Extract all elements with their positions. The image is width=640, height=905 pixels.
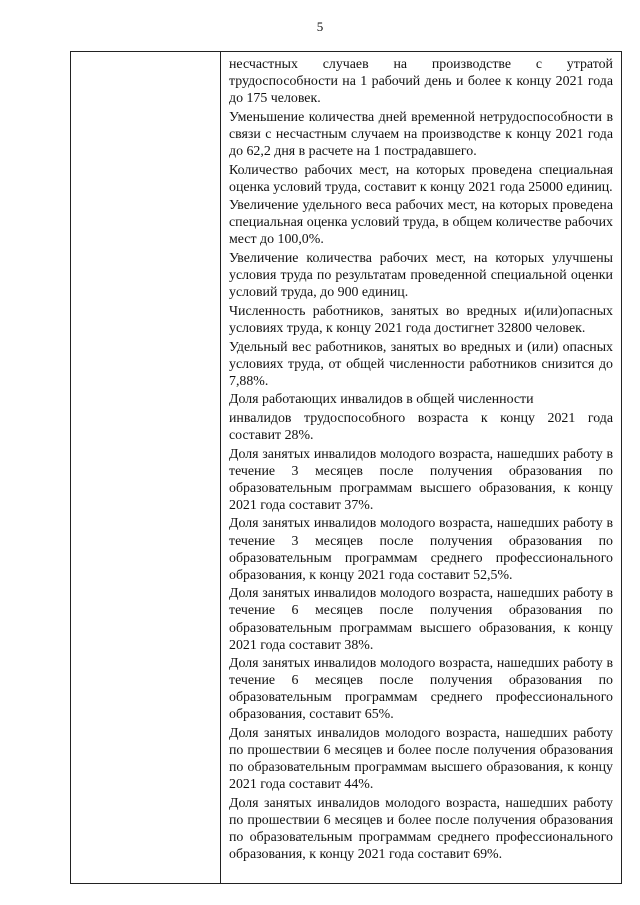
paragraph: Увеличение удельного веса рабочих мест, на которых проведена специальная оценка условий труда, в общем количестве рабочих мест до 100,0%. bbox=[229, 198, 613, 248]
paragraph: Доля работающих инвалидов в общей численности bbox=[229, 392, 534, 408]
table-left-column bbox=[220, 52, 221, 883]
paragraph: Доля занятых инвалидов молодого возраста, нашедших работу в течение 3 месяцев после получения образования по образовательным программам высшего образования, к концу 2021 года составит 37%. bbox=[229, 446, 613, 513]
paragraph: Доля занятых инвалидов молодого возраста, нашедших работу в течение 6 месяцев после получения образования по образовательным программам высшего образования, к концу 2021 года составит 38%. bbox=[229, 586, 613, 653]
document-table bbox=[70, 51, 622, 884]
paragraph: Доля занятых инвалидов молодого возраста, нашедших работу в течение 6 месяцев после получения образования по образовательным программам среднего профессионального образования, составит 65%. bbox=[229, 656, 613, 723]
table-right-cell bbox=[229, 56, 613, 865]
paragraph: Доля занятых инвалидов молодого возраста, нашедших работу по прошествии 6 месяцев и более после получения образования по образовательным программам высшего образования, к концу 2021 года составит 44%. bbox=[229, 726, 613, 793]
paragraph: Доля занятых инвалидов молодого возраста, нашедших работу по прошествии 6 месяцев и более после получения образования по образовательным программам среднего профессионального образования, к концу 2021 года составит 69%. bbox=[229, 795, 613, 863]
paragraph: Количество рабочих мест, на которых проведена специальная оценка условий труда, составит к концу 2021 года 25000 единиц. bbox=[229, 162, 613, 195]
paragraph: несчастных случаев на производстве с утратой трудоспособности на 1 рабочий день и более к концу 2021 года до 175 человек. bbox=[229, 57, 613, 107]
paragraph: Численность работников, занятых во вредных и(или)опасных условиях труда, к концу 2021 года достигнет 32800 человек. bbox=[229, 303, 613, 336]
paragraph: Увеличение количества рабочих мест, на которых улучшены условия труда по результатам проведенной специальной оценки условий труда, до 900 единиц. bbox=[229, 251, 613, 301]
paragraph: Доля занятых инвалидов молодого возраста, нашедших работу в течение 3 месяцев после получения образования по образовательным программам среднего профессионального образования, к концу 2021 года составит 52,5%. bbox=[229, 516, 613, 583]
paragraph: Уменьшение количества дней временной нетрудоспособности в связи с несчастным случаем на производстве к концу 2021 года до 62,2 дня в расчете на 1 пострадавшего. bbox=[229, 109, 613, 159]
paragraph: инвалидов трудоспособного возраста к концу 2021 года составит 28%. bbox=[229, 410, 613, 443]
paragraph: Удельный вес работников, занятых во вредных и (или) опасных условиях труда, от общей численности работников снизится до 7,88%. bbox=[229, 339, 613, 389]
page-number: 5 bbox=[316, 19, 324, 34]
